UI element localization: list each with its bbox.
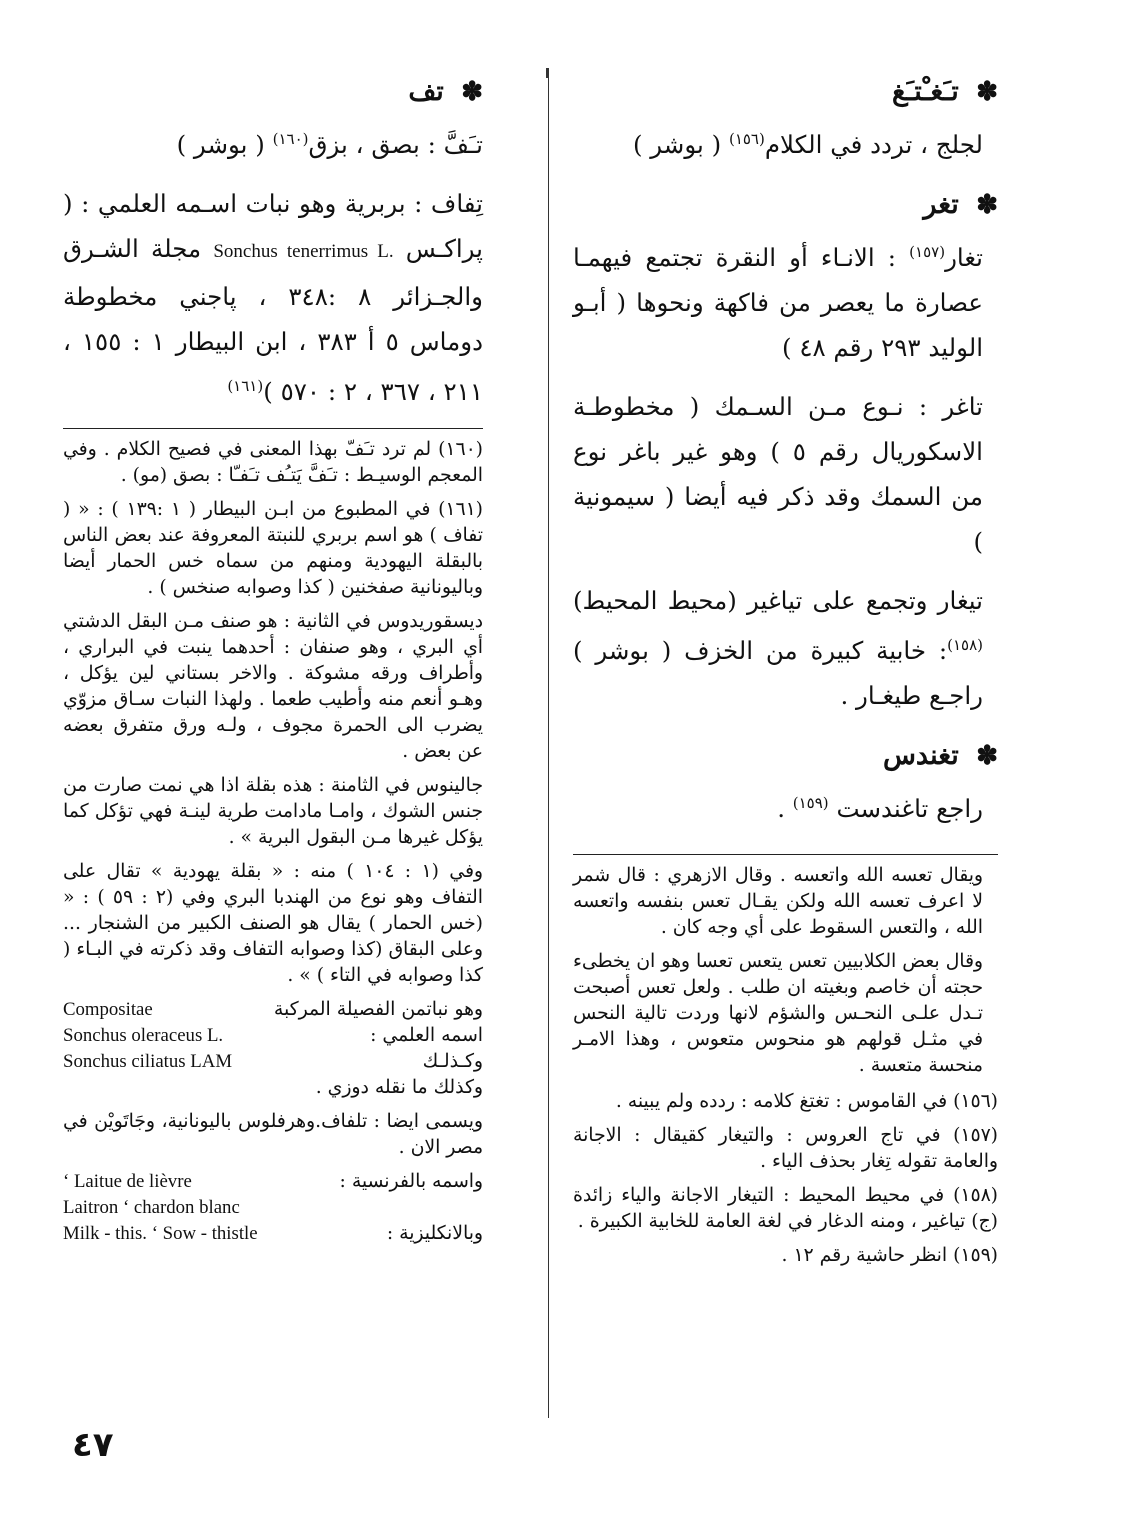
footnote-latin-row: وكـذلـك Sonchus ciliatus LAM	[63, 1051, 483, 1073]
entry-paragraph: راجع تاغندست $^{(١٥٩)}$ .	[777, 794, 983, 824]
footnote-rule	[63, 428, 483, 429]
footnote-continued: وقال بعض الكلابيين تعس يتعس تعسا وهو ان يخطىء حجته أن خاصم وبغيته ان طلب . ولعل تعس أصبحت تـدل علـى النحـس والشؤم لانها وردت تالية النحس في مثـل قولهم هو منحوس متعوس ، وهذا الامـر منحسة متعسة .	[573, 950, 983, 1076]
footnote-161: (١٦١) في المطبوع من ابـن البيطار ( ١ :١٣٩ ) : « ( تفاف ) هو اسم بربري للنبتة المعروفة عند بعض الناس بالبقلة اليهودية ومنهم من سماه خس الحمار أيضا وباليونانية صفخنين ( كذا وصوابه صنخس ) .	[63, 499, 483, 599]
column-divider	[548, 68, 549, 1418]
footnote-latin-row: واسمه بالفرنسية : ‘ Laitue de lièvre	[63, 1171, 483, 1193]
footnote-latin-row: وبالانكليزية : Milk - this. ‘ Sow - thistle	[63, 1223, 483, 1245]
latin-name: Sonchus tenerrimus L.	[213, 241, 394, 263]
footnote-161-cont: وفي (١ : ١٠٤ ) منه : « بقلة يهودية » تقال على التفاف وهو نوع من الهندبا البري وفي (٢ : ٥٩ ) : « (خس الحمار ) يقال هو الصنف الكبير من الشنجار ... وعلى البقاق (كذا وصوابه التفاف وقد ذكرته في البـاء ( كذا وصوابه في التاء ) » .	[63, 861, 483, 987]
right-column	[573, 70, 998, 1277]
entry-paragraph: تاغر : نـوع مـن السـمك ( مخطوطـة الاسكوريال رقم ٥ ) وهو غير باغر نوع من السمك وقد ذكر فيه أيضا ( سيمونية )	[573, 392, 983, 557]
entry-paragraph: تيغار وتجمع على تياغير (محيط المحيط)$^{(١٥٨)}$: خابية كبيرة من الخزف ( بوشر ) راجـع طيغـار .	[573, 586, 983, 711]
entry-paragraph: لجلج ، تردد في الكلام$^{(١٥٦)}$ ( بوشر )	[632, 130, 983, 160]
entry-paragraph: تـَفَّ : بصق ، بزق$^{(١٦٠)}$ ( بوشر )	[176, 130, 483, 160]
entry-paragraph: تِفاف : بربرية وهو نبات اسـمه العلمي : ( پراكـس Sonchus tenerrimus L. مجلة الشـرق والجـزائر ٨ :٣٤٨ ، پاجني مخطوطة دوماس ٥ أ ٣٨٣ ، ابن البيطار ١ : ١٥٥ ، ٢١١ ، ٣٦٧ ، ٢ : ٥٧٠ )$^{(١٦١)}$	[63, 189, 484, 407]
footnote-latin-row: اسمه العلمي : Sonchus oleraceus L.	[63, 1025, 483, 1047]
footnote-latin-row: وكذلك ما نقله دوزي .	[315, 1077, 483, 1099]
footnote-continued: ويقال تعسه الله واتعسه . وقال الازهري : قال شمر لا اعرف تعسه الله ولكن يقـال تعس بنفسه واتعسه الله ، والتعس السقوط على أي وجه كان .	[573, 864, 983, 938]
asterisk-icon: ✽	[976, 741, 998, 772]
asterisk-icon: ✽	[976, 190, 998, 221]
footnote-latin-row: وهو نباتمن الفصيلة المركبة Compositae	[63, 999, 483, 1021]
entry-heading-taff: ✽ تف	[408, 76, 483, 107]
footnote-161-cont: ديسقوريدوس في الثانية : هو صنف مـن البقل الدشتي أي البري ، وهو صنفان : أحدهما ينبت في البراري ، وأطراف ورقه مشوكة . والاخر بستاني لين يؤكل ، وهـو أنعم منه وأطيب طعما . ولهذا النبات سـاق مزوّي يضرب الى الحمرة مجوف ، ولـه ورق متفرق بعضه عن بعض .	[63, 611, 483, 763]
footnote-latin-row: Laitron ‘ chardon blanc	[63, 1197, 240, 1219]
footnote-161-cont: جالينوس في الثامنة : هذه بقلة اذا هي نمت صارت من جنس الشوك ، وامـا مادامت طرية لينـة فهي تؤكل كما يؤكل غيرها مـن البقول البرية » .	[63, 775, 483, 849]
entry-paragraph: تغار$^{(١٥٧)}$ : الانـاء أو النقرة تجتمع فيهمـا عصارة ما يعصر من فاكهة ونحوها ( أبـو الوليد ٢٩٣ رقم ٤٨ )	[573, 243, 983, 363]
footnote-160: (١٦٠) لم ترد تـَفّ بهذا المعنى في فصيح الكلام . وفي المعجم الوسيـط : تـَفَّ يَتـُف تـَفـّا : بصق (مو) .	[63, 439, 483, 487]
asterisk-icon: ✽	[461, 77, 483, 107]
footnote-rule	[573, 854, 998, 855]
footnote-158: (١٥٨) في محيط المحيط : التيغار الاجانة والياء زائدة (ج) تياغير ، ومنه الدغار في لغة العامة للخابية الكبيرة .	[573, 1184, 998, 1232]
entry-heading-taghandas: ✽ تغندس	[882, 740, 998, 772]
footnote-157: (١٥٧) في تاج العروس : والتيغار كقيقال : الاجانة والعامة تقوله تِغار بحذف الياء .	[573, 1124, 998, 1172]
footnote-tail: ويسمى ايضا : تلفاف.وهرفلوس باليونانية، وجَاتَويْن في مصر الان .	[63, 1111, 483, 1159]
footnote-159: (١٥٩) انظر حاشية رقم ١٢ .	[781, 1244, 998, 1266]
asterisk-icon: ✽	[976, 77, 998, 107]
entry-heading-taghr: ✽ تغر	[923, 189, 998, 221]
page-number: ٤٧	[72, 1425, 114, 1465]
footnote-156: (١٥٦) في القاموس : تغتغ كلامه : ردده ولم يبينه .	[615, 1090, 998, 1112]
left-column	[63, 70, 483, 1247]
entry-heading-taghtagh: ✽ تـَغـْتـَغ	[892, 76, 998, 107]
